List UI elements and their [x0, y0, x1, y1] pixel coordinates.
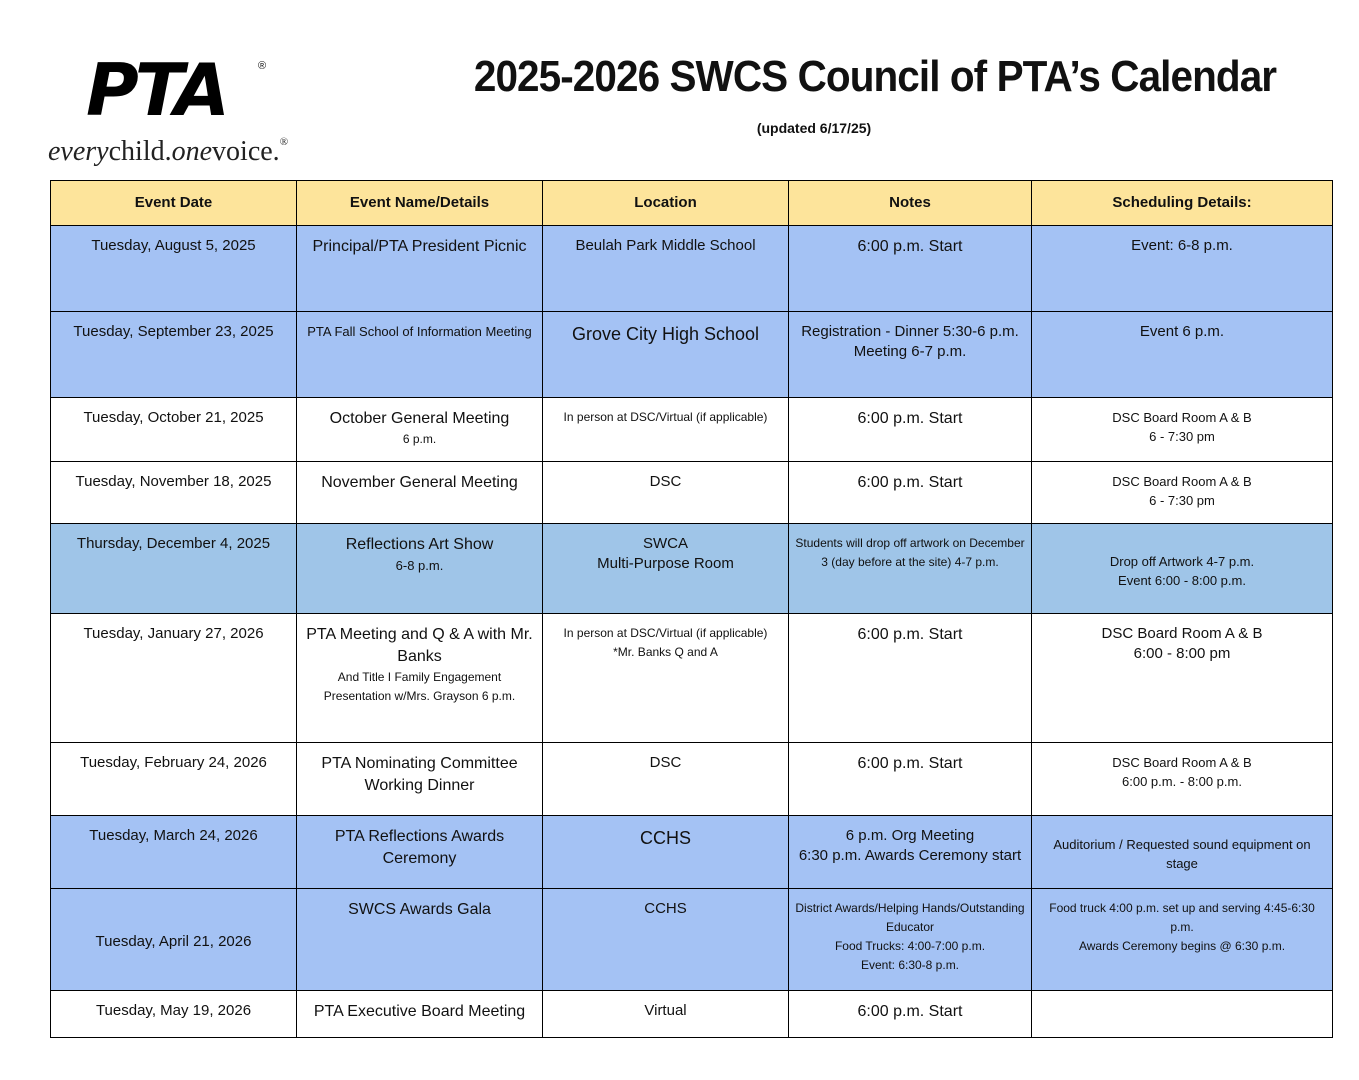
- event-notes: 6:00 p.m. Start: [789, 743, 1032, 816]
- event-name-sub: 6 p.m.: [402, 432, 437, 446]
- event-scheduling: [1032, 991, 1333, 1038]
- scheduling-line: DSC Board Room A & B: [1112, 755, 1252, 770]
- table-header-row: [51, 181, 1333, 226]
- event-scheduling: Event 6 p.m.: [1032, 312, 1333, 398]
- notes-line: Registration - Dinner 5:30-6 p.m.: [801, 323, 1019, 340]
- table-row: [51, 226, 1333, 312]
- column-header-scheduling: Scheduling Details:: [1032, 181, 1333, 226]
- pta-logo-mark: PTA: [86, 48, 227, 132]
- event-name-sub: 6-8 p.m.: [395, 558, 444, 573]
- event-location: In person at DSC/Virtual (if applicable): [543, 398, 789, 462]
- event-date: Tuesday, August 5, 2025: [51, 226, 297, 312]
- location-line: In person at DSC/Virtual (if applicable): [563, 626, 768, 640]
- event-location: DSC: [543, 462, 789, 524]
- event-scheduling: Event: 6-8 p.m.: [1032, 226, 1333, 312]
- notes-line: 6:30 p.m. Awards Ceremony start: [798, 847, 1022, 864]
- scheduling-line: 6 - 7:30 pm: [1149, 493, 1215, 508]
- location-line: SWCA: [643, 535, 688, 552]
- event-date: Tuesday, March 24, 2026: [51, 816, 297, 889]
- table-row: [51, 524, 1333, 614]
- notes-line: District Awards/Helping Hands/Outstanding Educator: [795, 901, 1025, 934]
- registered-mark: ®: [258, 60, 267, 72]
- event-notes: Students will drop off artwork on December 3 (day before at the site) 4-7 p.m.: [789, 524, 1032, 614]
- event-name-title: Reflections Art Show: [345, 536, 494, 553]
- event-notes: 6:00 p.m. Start: [789, 991, 1032, 1038]
- table-row: [51, 462, 1333, 524]
- event-name-title: October General Meeting: [329, 410, 510, 427]
- event-date: Tuesday, January 27, 2026: [51, 614, 297, 743]
- event-location: [543, 524, 789, 614]
- event-date: Tuesday, September 23, 2025: [51, 312, 297, 398]
- event-scheduling: Auditorium / Requested sound equipment on stage: [1032, 816, 1333, 889]
- event-date: Tuesday, February 24, 2026: [51, 743, 297, 816]
- notes-line: Event: 6:30-8 p.m.: [860, 958, 960, 972]
- event-date: Tuesday, November 18, 2025: [51, 462, 297, 524]
- event-name: PTA Nominating Committee Working Dinner: [297, 743, 543, 816]
- event-name: PTA Reflections Awards Ceremony: [297, 816, 543, 889]
- event-notes: [789, 889, 1032, 991]
- event-location: CCHS: [543, 816, 789, 889]
- event-name: [297, 614, 543, 743]
- pta-tagline: everychild.onevoice.®: [48, 136, 289, 167]
- event-date: Tuesday, October 21, 2025: [51, 398, 297, 462]
- scheduling-line: 6 - 7:30 pm: [1149, 429, 1215, 444]
- table-row: [51, 816, 1333, 889]
- table-row: [51, 743, 1333, 816]
- location-line: Multi-Purpose Room: [597, 555, 734, 572]
- notes-line: Food Trucks: 4:00-7:00 p.m.: [834, 939, 986, 953]
- scheduling-line: DSC Board Room A & B: [1112, 410, 1252, 425]
- scheduling-line: Event 6:00 - 8:00 p.m.: [1118, 572, 1246, 588]
- event-name: [297, 398, 543, 462]
- event-name-sub: And Title I Family Engagement Presentation w/Mrs. Grayson 6 p.m.: [323, 670, 516, 703]
- notes-line: 6 p.m. Org Meeting: [845, 827, 975, 844]
- column-header-event-name: Event Name/Details: [297, 181, 543, 226]
- table-row: [51, 991, 1333, 1038]
- event-scheduling: [1032, 743, 1333, 816]
- event-notes: 6:00 p.m. Start: [789, 462, 1032, 524]
- event-scheduling: [1032, 614, 1333, 743]
- location-line: *Mr. Banks Q and A: [613, 645, 718, 659]
- scheduling-line: 6:00 - 8:00 pm: [1133, 645, 1231, 662]
- event-notes: 6:00 p.m. Start: [789, 614, 1032, 743]
- event-location: [543, 614, 789, 743]
- event-scheduling: [1032, 462, 1333, 524]
- table-row: [51, 889, 1333, 991]
- event-date: Thursday, December 4, 2025: [51, 524, 297, 614]
- event-location: CCHS: [543, 889, 789, 991]
- event-location: DSC: [543, 743, 789, 816]
- page-title: 2025-2026 SWCS Council of PTA’s Calendar: [473, 52, 1277, 101]
- updated-date: (updated 6/17/25): [756, 120, 872, 136]
- event-date: Tuesday, May 19, 2026: [51, 991, 297, 1038]
- table-row: [51, 614, 1333, 743]
- event-scheduling: [1032, 889, 1333, 991]
- scheduling-line: Food truck 4:00 p.m. set up and serving 4:45-6:30 p.m.: [1049, 901, 1315, 934]
- table-row: [51, 312, 1333, 398]
- event-name-title: PTA Meeting and Q & A with Mr. Banks: [306, 626, 533, 665]
- event-location: Virtual: [543, 991, 789, 1038]
- event-notes: [789, 816, 1032, 889]
- event-notes: [789, 312, 1032, 398]
- event-location: Grove City High School: [543, 312, 789, 398]
- event-name: PTA Executive Board Meeting: [297, 991, 543, 1038]
- event-date: Tuesday, April 21, 2026: [51, 889, 297, 991]
- column-header-notes: Notes: [789, 181, 1032, 226]
- event-scheduling: [1032, 524, 1333, 614]
- event-name: Principal/PTA President Picnic: [297, 226, 543, 312]
- event-name: [297, 524, 543, 614]
- event-location: Beulah Park Middle School: [543, 226, 789, 312]
- pta-logo: [48, 48, 318, 172]
- event-scheduling: [1032, 398, 1333, 462]
- scheduling-line: DSC Board Room A & B: [1112, 474, 1252, 489]
- column-header-event-date: Event Date: [51, 181, 297, 226]
- calendar-table: [50, 180, 1333, 1038]
- table-row: [51, 398, 1333, 462]
- event-notes: 6:00 p.m. Start: [789, 398, 1032, 462]
- scheduling-line: Awards Ceremony begins @ 6:30 p.m.: [1078, 939, 1286, 953]
- notes-line: Meeting 6-7 p.m.: [853, 343, 967, 360]
- event-name: November General Meeting: [297, 462, 543, 524]
- event-name: PTA Fall School of Information Meeting: [297, 312, 543, 398]
- column-header-location: Location: [543, 181, 789, 226]
- event-name: SWCS Awards Gala: [297, 889, 543, 991]
- scheduling-line: DSC Board Room A & B: [1101, 625, 1263, 642]
- event-notes: 6:00 p.m. Start: [789, 226, 1032, 312]
- scheduling-line: Drop off Artwork 4-7 p.m.: [1109, 553, 1255, 569]
- scheduling-line: 6:00 p.m. - 8:00 p.m.: [1122, 774, 1242, 789]
